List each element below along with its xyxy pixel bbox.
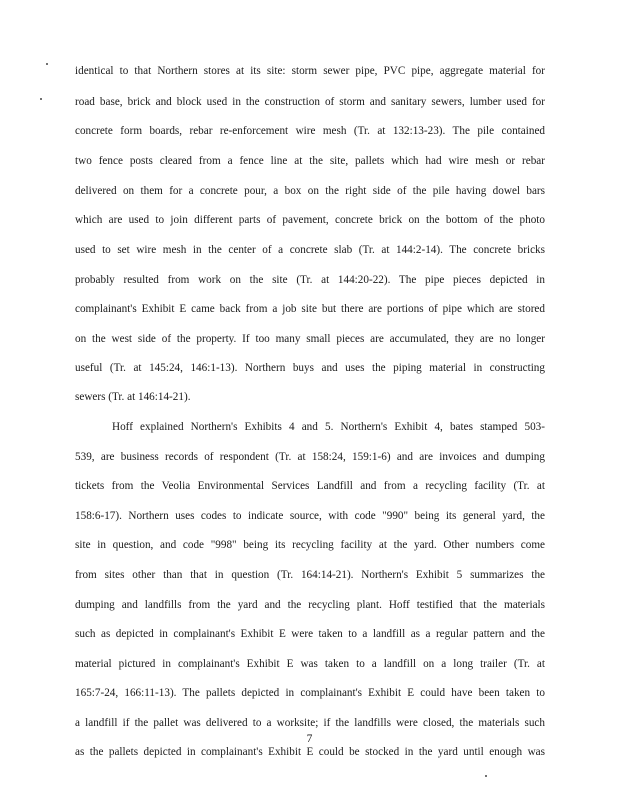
text-line: complainant's Exhibit E came back from a job site but there are portions of pipe which are stored [75, 303, 545, 315]
text-line: a landfill if the pallet was delivered to a worksite; if the landfills were closed, the materials such [75, 717, 545, 729]
text-line: sewers (Tr. at 146:14-21). [75, 391, 191, 403]
text-line: identical to that Northern stores at its site: storm sewer pipe, PVC pipe, aggregate material for [75, 65, 545, 77]
text-line: material pictured in complainant's Exhibit E was taken to a landfill on a long trailer (Tr. at [75, 658, 545, 670]
text-line: which are used to join different parts of pavement, concrete brick on the bottom of the photo [75, 214, 545, 226]
text-line: road base, brick and block used in the construction of storm and sanitary sewers, lumber used for [75, 96, 545, 108]
text-line: delivered on them for a concrete pour, a box on the right side of the pile having dowel bars [75, 185, 545, 197]
text-line: concrete form boards, rebar re-enforcement wire mesh (Tr. at 132:13-23). The pile contained [75, 125, 545, 137]
text-line: as the pallets depicted in complainant's Exhibit E could be stocked in the yard until enough was [75, 746, 545, 758]
text-line: two fence posts cleared from a fence line at the site, pallets which had wire mesh or rebar [75, 155, 545, 167]
text-line: tickets from the Veolia Environmental Services Landfill and from a recycling facility (Tr. at [75, 480, 545, 492]
text-line: site in question, and code "998" being its recycling facility at the yard. Other numbers come [75, 539, 545, 551]
text-line: probably resulted from work on the site (Tr. at 144:20-22). The pipe pieces depicted in [75, 274, 545, 286]
scan-speck [485, 775, 487, 777]
text-line: from sites other than that in question (Tr. 164:14-21). Northern's Exhibit 5 summarizes the [75, 569, 545, 581]
text-line: such as depicted in complainant's Exhibit E were taken to a landfill as a regular pattern and the [75, 628, 545, 640]
text-line: dumping and landfills from the yard and the recycling plant. Hoff testified that the materials [75, 599, 545, 611]
text-line: used to set wire mesh in the center of a concrete slab (Tr. at 144:2-14). The concrete bricks [75, 244, 545, 256]
text-line: Hoff explained Northern's Exhibits 4 and 5. Northern's Exhibit 4, bates stamped 503- [112, 421, 545, 433]
text-line: on the west side of the property. If too many small pieces are accumulated, they are no longer [75, 333, 545, 345]
text-line: 539, are business records of respondent (Tr. at 158:24, 159:1-6) and are invoices and dumping [75, 451, 545, 463]
scan-speck [46, 63, 48, 65]
text-line: 158:6-17). Northern uses codes to indicate source, with code "990" being its general yard, the [75, 510, 545, 522]
scan-speck [40, 98, 42, 100]
text-line: 165:7-24, 166:11-13). The pallets depicted in complainant's Exhibit E could have been taken to [75, 687, 545, 699]
text-line: useful (Tr. at 145:24, 146:1-13). Northern buys and uses the piping material in constructing [75, 362, 545, 374]
page-number: 7 [306, 733, 313, 745]
